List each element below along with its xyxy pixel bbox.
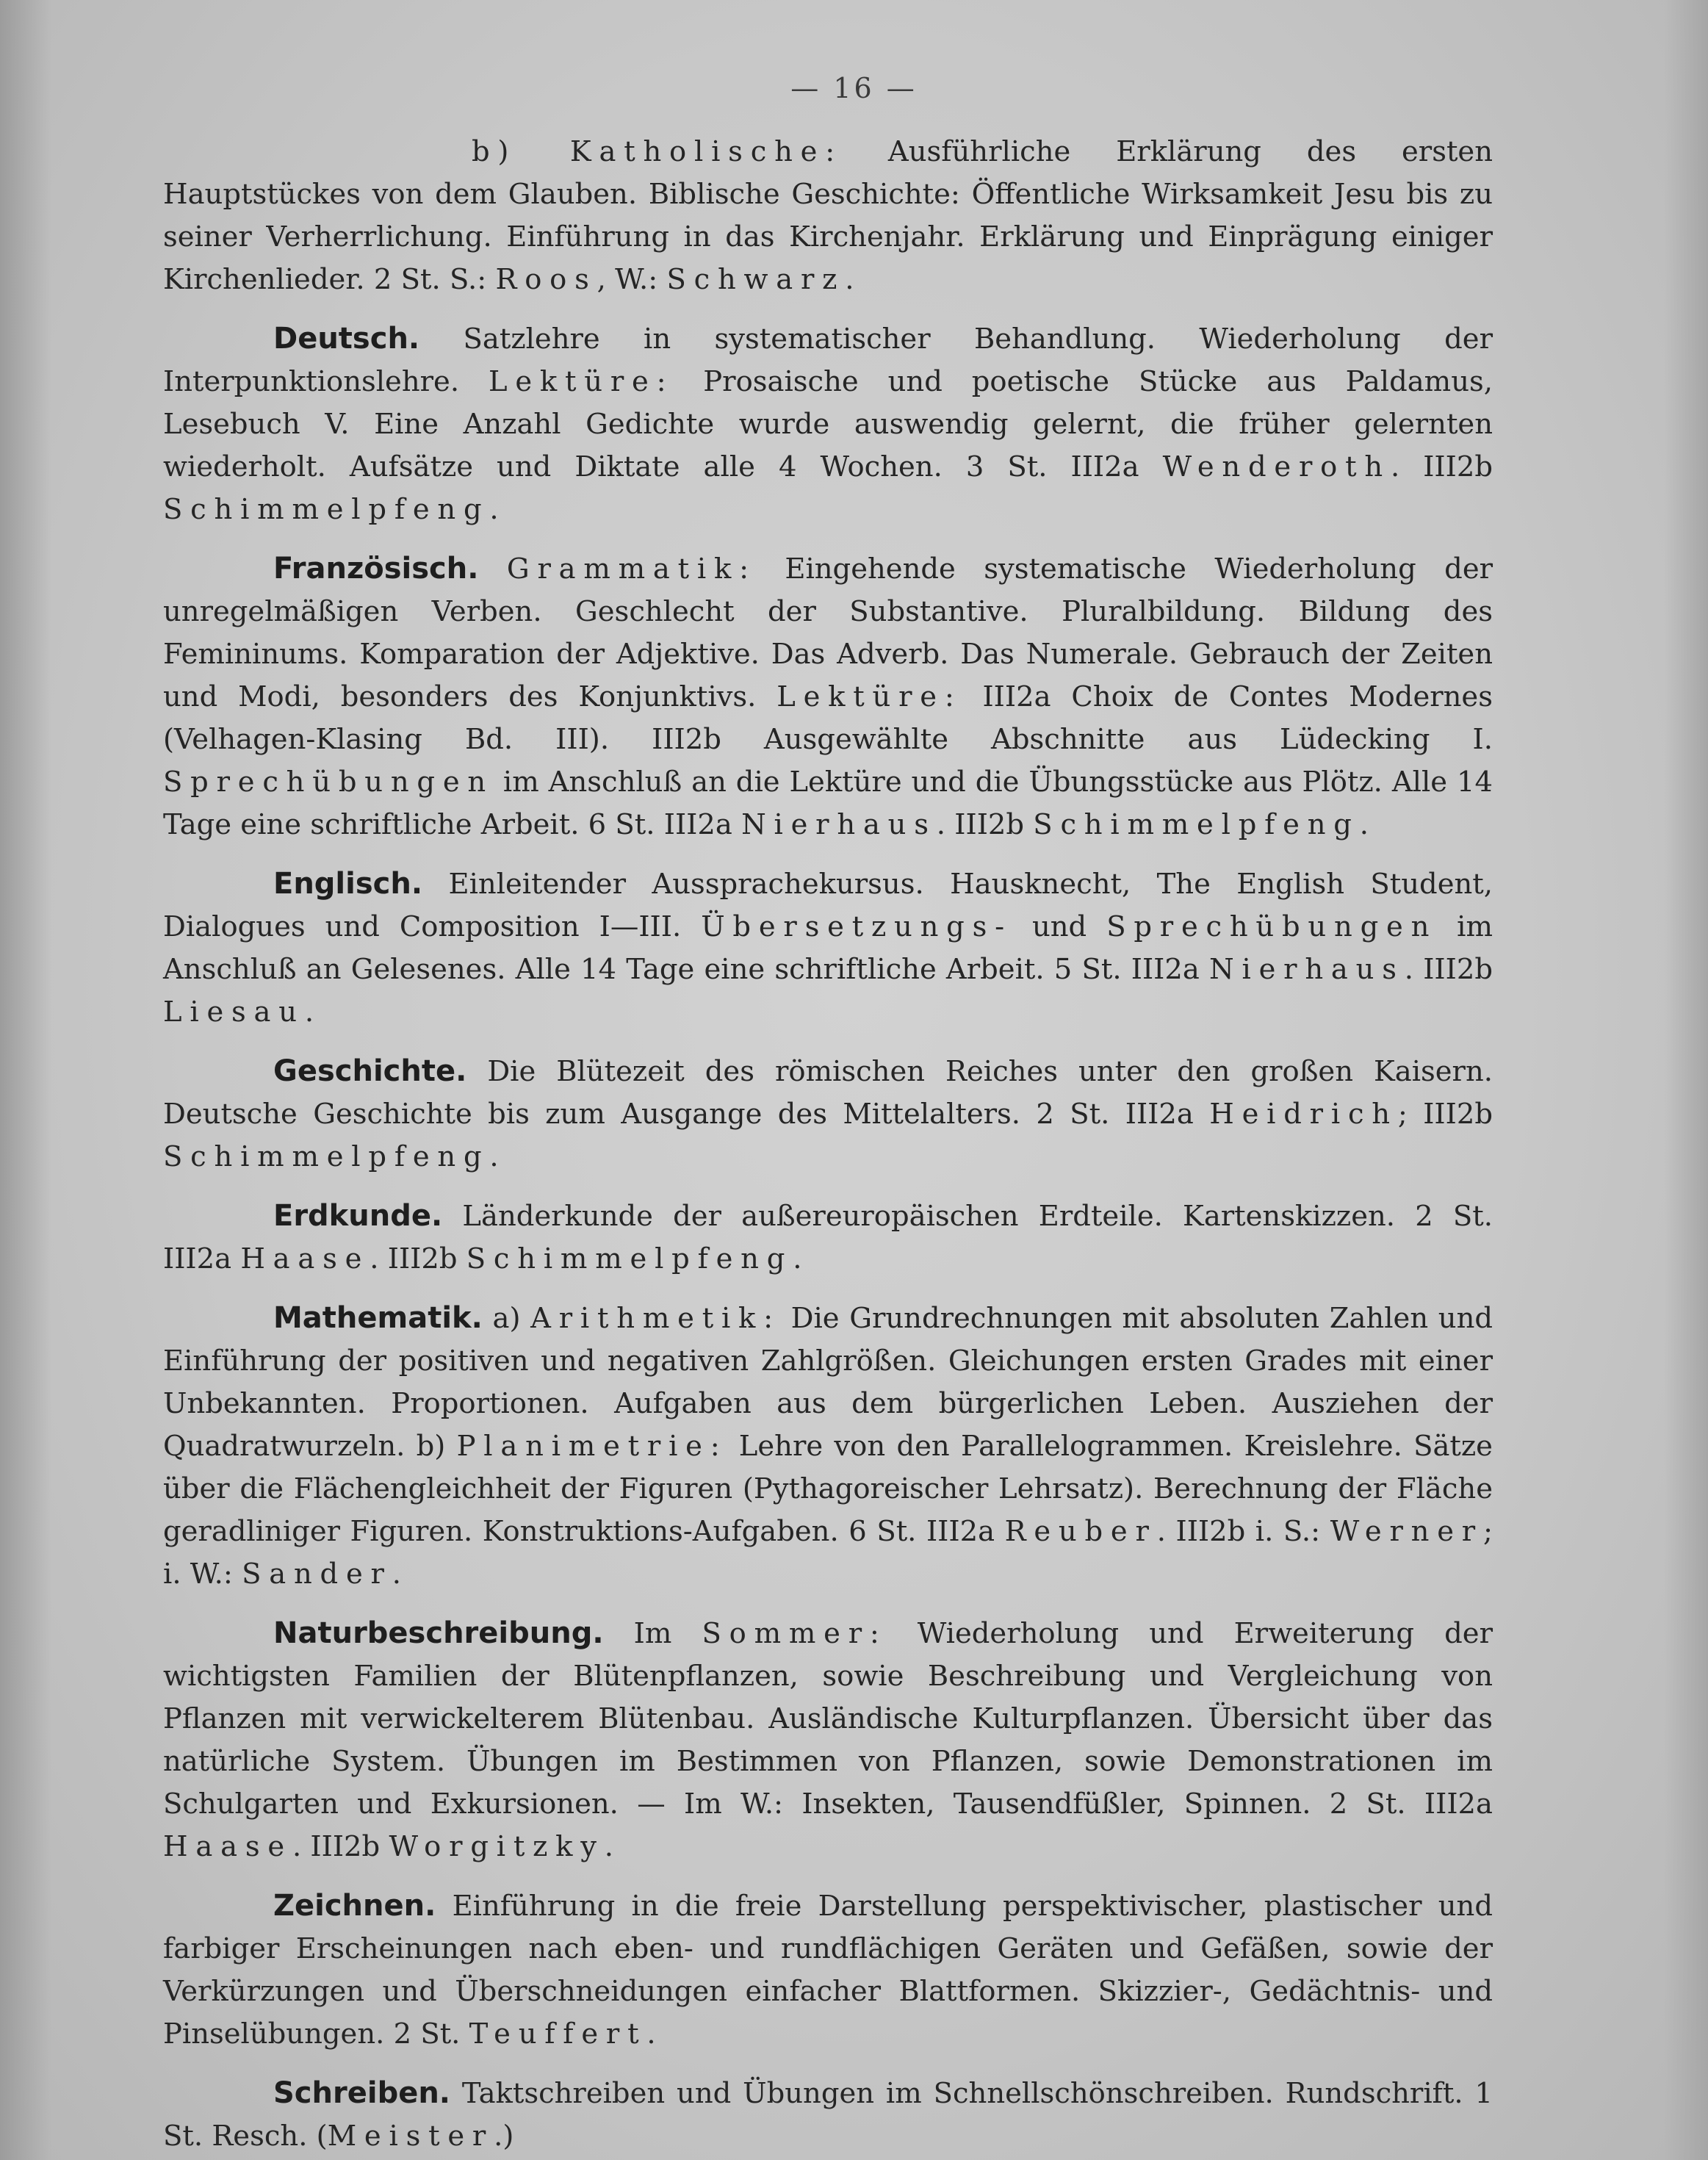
teacher-name: Reuber (1004, 1515, 1157, 1548)
spaced-term: Lektüre: (489, 365, 674, 398)
subject-heading: Schreiben. (273, 2076, 450, 2110)
paragraph-text: Eingehende systematische Wiederholung der unregelmäßigen Verben. Geschlecht der Substantive. Pluralbildung. Bildung des Femininums. Komparation der Adjektive. Das Adverb. Das Numerale. Gebrauch der Zeiten und Modi, besonders des Konjunktivs. (163, 552, 1493, 713)
paragraph-erdkunde (163, 1195, 1493, 1281)
subject-heading: Zeichnen. (273, 1889, 436, 1923)
paragraph-text: . III2b (1404, 953, 1493, 986)
paragraph-zeichnen (163, 1884, 1493, 2056)
teacher-name: Schimmelpfeng (466, 1242, 793, 1275)
page-number: — 16 — (790, 72, 918, 104)
spaced-term: Sommer: (702, 1617, 887, 1650)
paragraph-text: Einführung in die freie Darstellung perspektivischer, plastischer und farbiger Erscheinungen nach eben- und rundflächigen Geräten und Gefäßen, sowie der Verkürzungen und Überschneidungen einfacher Blattformen. Skizzier-, Gedächtnis- und Pinselübungen. 2 St. (163, 1890, 1493, 2051)
paragraph-text: . (604, 1830, 614, 1863)
paragraph-text: . (489, 1140, 499, 1173)
paragraph-text: Ausführliche Erklärung des ersten Hauptstückes von dem Glauben. Biblische Geschichte: Öffentliche Wirksamkeit Jesu bis zu seiner Verherrlichung. Einführung in das Kirchenjahr. Erklärung und Einprägung einiger Kirchenlieder. 2 St. S.: (163, 135, 1493, 296)
spaced-term: Sprechübungen (163, 766, 494, 799)
paragraph-text: III2a Choix de Contes Modernes (Velhagen-Klasing Bd. III). III2b Ausgewählte Abschnitte aus Lüdecking I. (163, 680, 1493, 756)
teacher-name: Meister (327, 2120, 494, 2153)
paragraph-englisch (163, 863, 1493, 1034)
teacher-name: Nierhaus (741, 808, 937, 841)
paragraph-text: . (489, 493, 499, 526)
teacher-name: Schwarz (666, 263, 846, 296)
teacher-name: Schimmelpfeng (163, 493, 490, 526)
paragraph-text: Taktschreiben und Übungen im Schnellschönschreiben. Rundschrift. 1 St. Resch. ( (163, 2077, 1493, 2153)
paragraph-deutsch (163, 317, 1493, 531)
paragraph-text: . III2b (936, 808, 1025, 841)
document-body (163, 131, 1493, 2160)
teacher-name: Haase (240, 1242, 370, 1275)
teacher-name: Worgitzky (389, 1830, 605, 1863)
paragraph-text: Einleitender Aussprachekursus. Hausknecht, The English Student, Dialogues und Composition I—III. (163, 868, 1493, 943)
paragraph-text: und (1031, 910, 1087, 943)
spaced-term: Sprechübungen (1106, 910, 1438, 943)
subject-heading: Geschichte. (273, 1054, 467, 1088)
subject-heading: Erdkunde. (273, 1199, 443, 1233)
paragraph-text: . (793, 1242, 802, 1275)
teacher-name: Heidrich (1209, 1098, 1398, 1131)
teacher-name: Haase (163, 1830, 292, 1863)
paragraph-franzoesisch (163, 547, 1493, 846)
paragraph-text: . (392, 1558, 401, 1591)
paragraph-text: . (646, 2017, 656, 2051)
paragraph-text: . III2b (1390, 450, 1493, 483)
paragraph-text: Länderkunde der außereuropäischen Erdteile. Kartenskizzen. 2 St. III2a (163, 1200, 1493, 1275)
subject-heading: Englisch. (273, 867, 423, 901)
subject-heading: Französisch. (273, 552, 479, 586)
paragraph-text: Im (633, 1617, 672, 1650)
teacher-name: Teuffert (469, 2017, 647, 2051)
subject-heading: Mathematik. (273, 1301, 483, 1335)
paragraph-text: a) (492, 1302, 521, 1335)
subsection-label: b) Katholische: (472, 135, 843, 168)
paragraph-naturbeschreibung (163, 1612, 1493, 1868)
paragraph-text: . III2b (292, 1830, 381, 1863)
teacher-name: Nierhaus (1209, 953, 1405, 986)
paragraph-text: Die Grundrechnungen mit absoluten Zahlen und Einführung der positiven und negativen Zahlgrößen. Gleichungen ersten Grades mit einer Unbekannten. Proportionen. Aufgaben aus dem bürgerlichen Leben. Ausziehen der Quadratwurzeln. b) (163, 1302, 1493, 1463)
paragraph-text: . III2b i. S.: (1156, 1515, 1321, 1548)
paragraph-text: . (304, 996, 314, 1029)
spaced-term: Grammatik: (506, 552, 757, 586)
teacher-name: Schimmelpfeng (163, 1140, 490, 1173)
spaced-term: Lektüre: (776, 680, 962, 713)
paragraph-mathematik (163, 1297, 1493, 1596)
teacher-name: Wenderoth (1162, 450, 1391, 483)
paragraph-text: Lehre von den Parallelogrammen. Kreislehre. Sätze über die Flächengleichheit der Figuren (Pythagoreischer Lehrsatz). Berechnung der Fläche geradliniger Figuren. Konstruktions-Aufgaben. 6 St. III2a (163, 1430, 1493, 1548)
paragraph-text: . (1359, 808, 1369, 841)
teacher-name: Sander (242, 1558, 392, 1591)
paragraph-geschichte (163, 1050, 1493, 1178)
spaced-term: Planimetrie: (456, 1430, 728, 1463)
paragraph-text: Satzlehre in systematischer Behandlung. Wiederholung der Interpunktionslehre. (163, 323, 1493, 398)
paragraph-text: Die Blütezeit des römischen Reiches unter den großen Kaisern. Deutsche Geschichte bis zum Ausgange des Mittelalters. 2 St. III2a (163, 1055, 1493, 1131)
paragraph-text: Wiederholung und Erweiterung der wichtigsten Familien der Blütenpflanzen, sowie Beschreibung und Vergleichung von Pflanzen mit verwickelterem Blütenbau. Ausländische Kulturpflanzen. Übersicht über das natürliche System. Übungen im Bestimmen von Pflanzen, sowie Demonstrationen im Schulgarten und Exkursionen. — Im W.: Insekten, Tausendfüßler, Spinnen. 2 St. III2a (163, 1617, 1493, 1821)
spaced-term: Arithmetik: (530, 1302, 781, 1335)
paragraph-text: ; III2b (1397, 1098, 1493, 1131)
teacher-name: Schimmelpfeng (1033, 808, 1360, 841)
subject-heading: Naturbeschreibung. (273, 1616, 604, 1650)
paragraph-schreiben (163, 2072, 1493, 2158)
paragraph-text: .) (494, 2120, 514, 2153)
page-shadow-right (1664, 0, 1708, 2160)
paragraph-religion-catholic (163, 131, 1493, 301)
teacher-name: Liesau (163, 996, 305, 1029)
paragraph-text: Prosaische und poetische Stücke aus Paldamus, Lesebuch V. Eine Anzahl Gedichte wurde auswendig gelernt, die früher gelernten wiederholt. Aufsätze und Diktate alle 4 Wochen. 3 St. III2a (163, 365, 1493, 483)
paragraph-text: . (845, 263, 854, 296)
paragraph-text: , W.: (597, 263, 658, 296)
subject-heading: Deutsch. (273, 322, 420, 356)
paragraph-text: . III2b (370, 1242, 458, 1275)
spaced-term: Übersetzungs- (701, 910, 1012, 943)
paragraph-text: ; i. W.: (163, 1515, 1493, 1591)
teacher-name: Werner (1330, 1515, 1483, 1548)
paragraph-text: im Anschluß an die Lektüre und die Übungsstücke aus Plötz. Alle 14 Tage eine schriftliche Arbeit. 6 St. III2a (163, 766, 1493, 841)
teacher-name: Roos (495, 263, 597, 296)
paragraph-text: im Anschluß an Gelesenes. Alle 14 Tage eine schriftliche Arbeit. 5 St. III2a (163, 910, 1493, 986)
page-shadow-left (0, 0, 51, 2160)
